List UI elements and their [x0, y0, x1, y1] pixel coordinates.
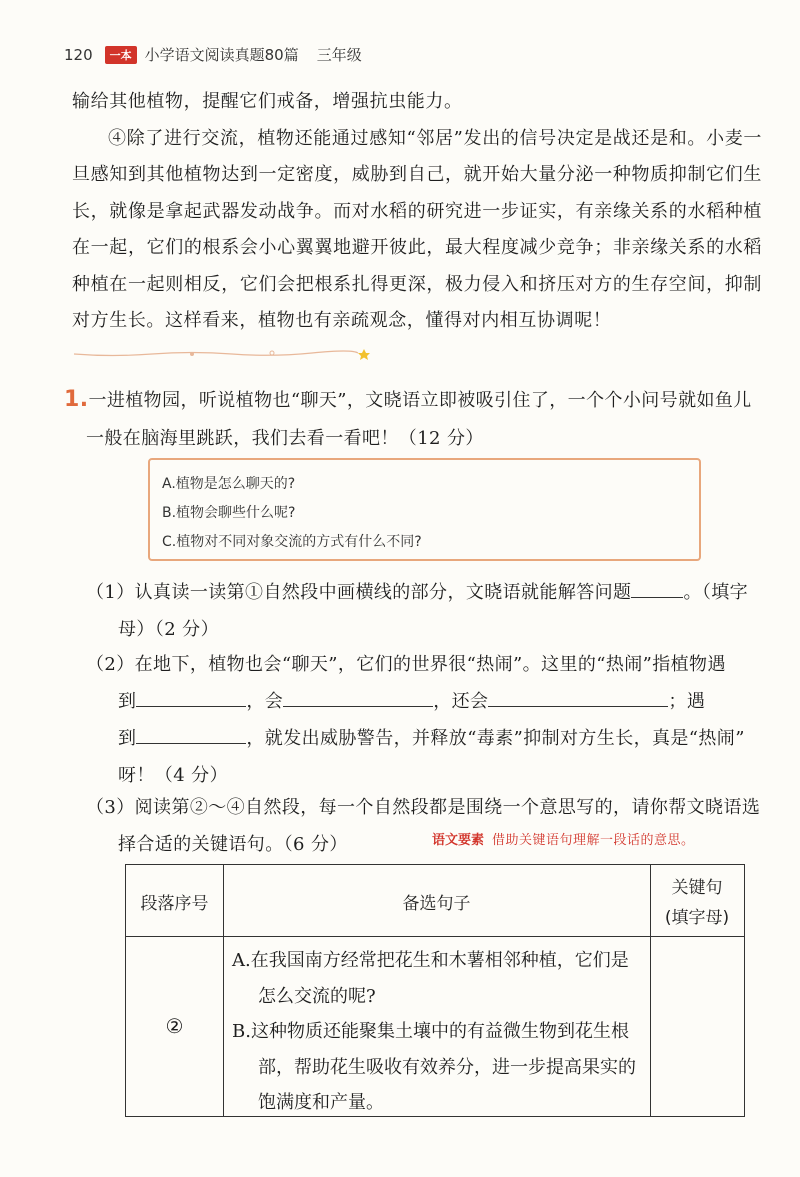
book-title: 小学语文阅读真题80篇 [144, 46, 299, 64]
literacy-tip-text: 借助关键语句理解一段话的意思。 [492, 833, 695, 848]
sub2-word: ，就发出威胁警告，并释放“毒素”抑制对方生长，真是“热闹” [246, 728, 745, 749]
option-a: A.植物是怎么聊天的? [162, 476, 296, 492]
table-header-paragraph-no: 段落序号 [140, 894, 209, 914]
sub-question-1 [86, 574, 762, 648]
sub3-text: （3）阅读第②～④自然段，每一个自然段都是围绕一个意思写的，请你帮文晓语选 [86, 797, 761, 818]
decorative-divider [72, 348, 372, 360]
key-sentence-table [125, 864, 745, 1117]
literacy-tip [432, 829, 695, 848]
reading-passage [72, 84, 762, 340]
grade-label: 三年级 [316, 46, 362, 64]
sub-question-3 [86, 789, 762, 863]
sub1-text: （1）认真读一读第①自然段中画横线的部分，文晓语就能解答问题 [86, 582, 632, 603]
paragraph-continuation: 输给其他植物，提醒它们戒备，增强抗虫能力。 [72, 91, 463, 112]
answer-blank[interactable] [283, 684, 433, 707]
table-row-paragraph-id: ② [165, 1014, 184, 1038]
answer-blank[interactable] [136, 721, 246, 744]
option-b: B.植物会聊些什么呢? [162, 505, 296, 521]
key-sentence-answer-cell[interactable] [652, 938, 744, 1116]
sub1-score: 母）（2 分） [118, 619, 219, 640]
answer-blank[interactable] [136, 684, 246, 707]
sub3-score: 择合适的关键语句。（6 分） [118, 834, 348, 855]
page-header [64, 44, 362, 65]
sub2-word: 到 [118, 728, 137, 749]
sub1-text-end: 。（填字 [683, 582, 749, 603]
brand-logo: 一本 [105, 46, 137, 64]
sub-question-2 [86, 646, 762, 794]
answer-blank[interactable] [631, 575, 683, 598]
sub2-text: （2）在地下，植物也会“聊天”，它们的世界很“热闹”。这里的“热闹”指植物遇 [86, 654, 726, 675]
literacy-tag: 语文要素 [432, 833, 485, 848]
paragraph-4: ④除了进行交流，植物还能通过感知“邻居”发出的信号决定是战还是和。小麦一旦感知到其他植物达到一定密度，威胁到自己，就开始大量分泌一种物质抑制它们生长，就像是拿起武器发动战争。而对水稻的研究进一步证实，有亲缘关系的水稻种植在一起，它们的根系会小心翼翼地避开彼此，最大程度减少竞争；非亲缘关系的水稻种植在一起则相反，它们会把根系扎得更深，极力侵入和挤压对方的生存空间，抑制对方生长。这样看来，植物也有亲疏观念，懂得对内相互协调呢！ [72, 127, 762, 331]
option-c: C.植物对不同对象交流的方式有什么不同? [162, 534, 422, 550]
question-options-box [148, 458, 701, 561]
sub2-word: 到 [118, 691, 137, 712]
sub2-word: ，会 [246, 691, 284, 712]
question-1 [64, 381, 762, 458]
table-header-key-line2: (填字母) [664, 908, 730, 928]
sentence-option-b: B.这种物质还能聚集土壤中的有益微生物到花生根部，帮助花生吸收有效养分，进一步提高果实的饱满度和产量。 [232, 1021, 636, 1113]
table-header-sentences: 备选句子 [402, 894, 471, 914]
question-intro-line2: 一般在脑海里跳跃，我们去看一看吧！（12 分） [86, 428, 484, 449]
sub2-word: ，还会 [433, 691, 489, 712]
answer-blank[interactable] [488, 684, 668, 707]
sub2-word: ；遇 [668, 691, 706, 712]
page-number: 120 [64, 45, 93, 64]
table-header-key-line1: 关键句 [671, 878, 723, 898]
table-row-sentences [232, 943, 642, 1121]
star-icon [358, 349, 370, 360]
table-header-key-sentence [650, 873, 744, 933]
question-intro-line1: 一进植物园，听说植物也“聊天”，文晓语立即被吸引住了，一个个小问号就如鱼儿 [88, 390, 752, 411]
sentence-option-a: A.在我国南方经常把花生和木薯相邻种植，它们是怎么交流的呢? [232, 950, 629, 1007]
sub2-score: 呀！（4 分） [118, 765, 228, 786]
question-number: 1. [64, 387, 89, 412]
